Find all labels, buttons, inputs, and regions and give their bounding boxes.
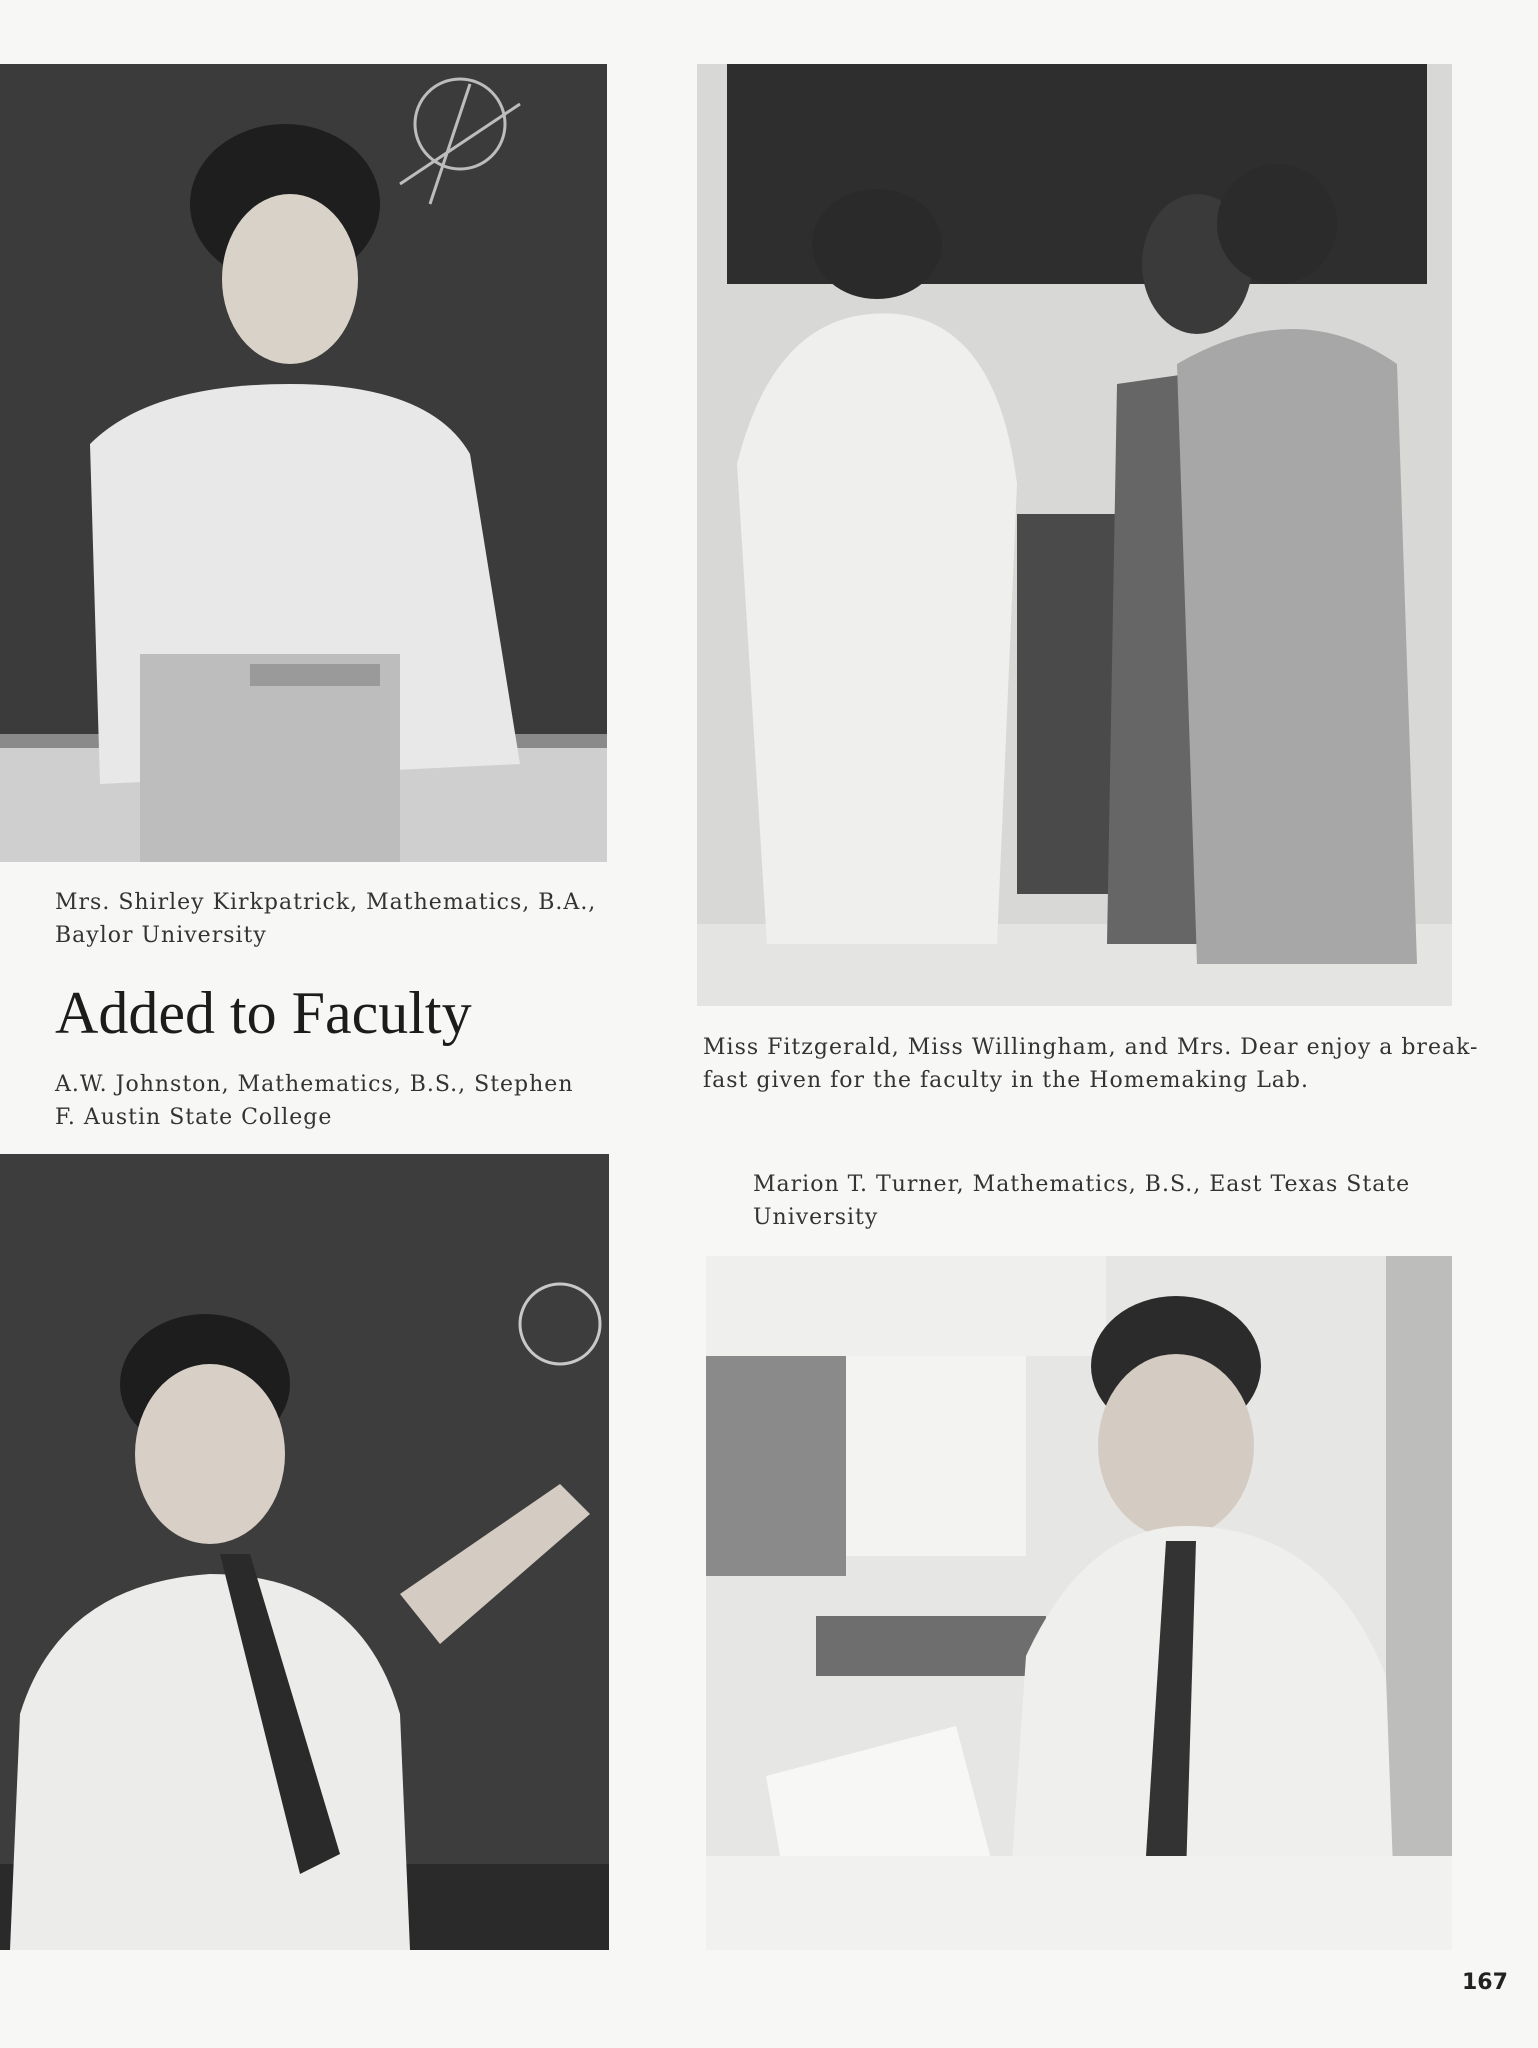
women-talking-image <box>697 64 1452 1006</box>
turner-caption <box>753 1168 1410 1234</box>
teacher-at-chalkboard-image <box>0 64 607 862</box>
homemaking-lab-photo <box>697 64 1452 1006</box>
caption-line: Miss Fitzgerald, Miss Willingham, and Mrs. Dear enjoy a break- <box>703 1035 1479 1060</box>
caption-line: Baylor University <box>55 923 267 948</box>
kirkpatrick-caption <box>55 886 596 952</box>
caption-line: Mrs. Shirley Kirkpatrick, Mathematics, B.A., <box>55 890 597 915</box>
johnston-caption <box>55 1068 574 1134</box>
turner-photo <box>706 1256 1452 1950</box>
man-at-desk-image <box>706 1256 1452 1950</box>
caption-line: F. Austin State College <box>55 1105 333 1130</box>
caption-line: fast given for the faculty in the Homemaking Lab. <box>703 1068 1310 1093</box>
caption-line: University <box>753 1205 879 1230</box>
man-pointing-image <box>0 1154 609 1950</box>
kirkpatrick-photo <box>0 64 607 862</box>
page-number: 167 <box>1462 1970 1508 1995</box>
breakfast-caption <box>703 1031 1478 1097</box>
caption-line: A.W. Johnston, Mathematics, B.S., Stephen <box>55 1072 574 1097</box>
page-headline: Added to Faculty <box>55 980 472 1046</box>
johnston-photo <box>0 1154 609 1950</box>
caption-line: Marion T. Turner, Mathematics, B.S., East Texas State <box>753 1172 1411 1197</box>
